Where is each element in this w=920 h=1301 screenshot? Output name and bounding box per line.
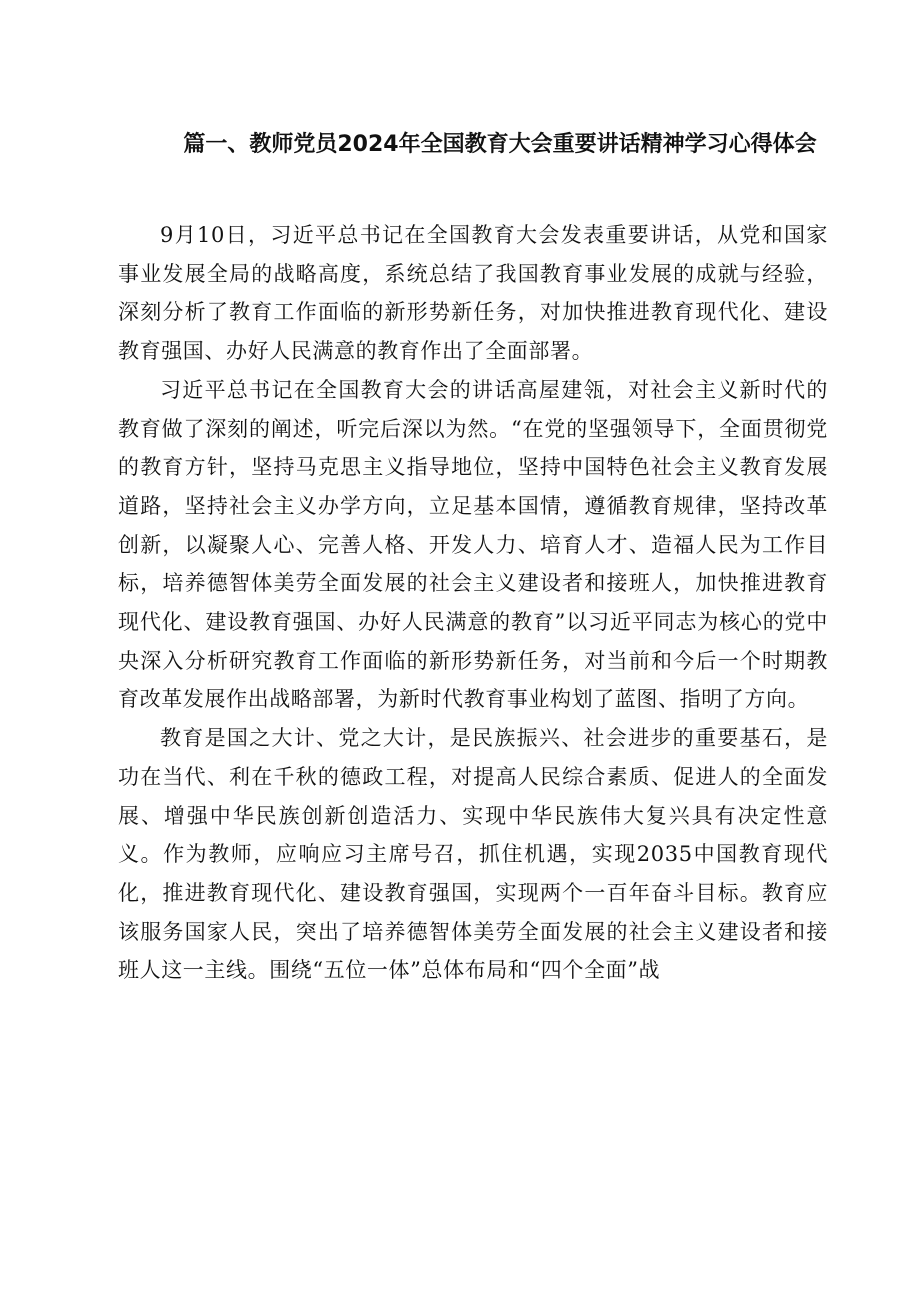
paragraph-2: 习近平总书记在全国教育大会的讲话高屋建瓴，对社会主义新时代的教育做了深刻的阐述，听完后深以为然。“在党的坚强领导下，全面贯彻党的教育方针，坚持马克思主义指导地位，坚持中国特色社会主义教育发展道路，坚持社会主义办学方向，立足基本国情，遵循教育规律，坚持改革创新，以凝聚人心、完善人格、开发人力、培育人才、造福人民为工作目标，培养德智体美劳全面发展的社会主义建设者和接班人，加快推进教育现代化、建设教育强国、办好人民满意的教育”以习近平同志为核心的党中央深入分析研究教育工作面临的新形势新任务，对当前和今后一个时期教育改革发展作出战略部署，为新时代教育事业构划了蓝图、指明了方向。 (118, 377, 828, 712)
paragraph-3: 教育是国之大计、党之大计，是民族振兴、社会进步的重要基石，是功在当代、利在千秋的德政工程，对提高人民综合素质、促进人的全面发展、增强中华民族创新创造活力、实现中华民族伟大复兴具有决定性意义。作为教师，应响应习主席号召，抓住机遇，实现2035中国教育现代化，推进教育现代化、建设教育强国，实现两个一百年奋斗目标。教育应该服务国家人民，突出了培养德智体美劳全面发展的社会主义建设者和接班人这一主线。围绕“五位一体”总体布局和“四个全面”战 (118, 726, 828, 983)
paragraph-1: 9月10日，习近平总书记在全国教育大会发表重要讲话，从党和国家事业发展全局的战略高度，系统总结了我国教育事业发展的成就与经验，深刻分析了教育工作面临的新形势新任务，对加快推进教育现代化、建设教育强国、办好人民满意的教育作出了全面部署。 (118, 223, 828, 364)
document-title: 篇一、教师党员2024年全国教育大会重要讲话精神学习心得体会 (183, 132, 817, 157)
document-body (118, 216, 828, 990)
